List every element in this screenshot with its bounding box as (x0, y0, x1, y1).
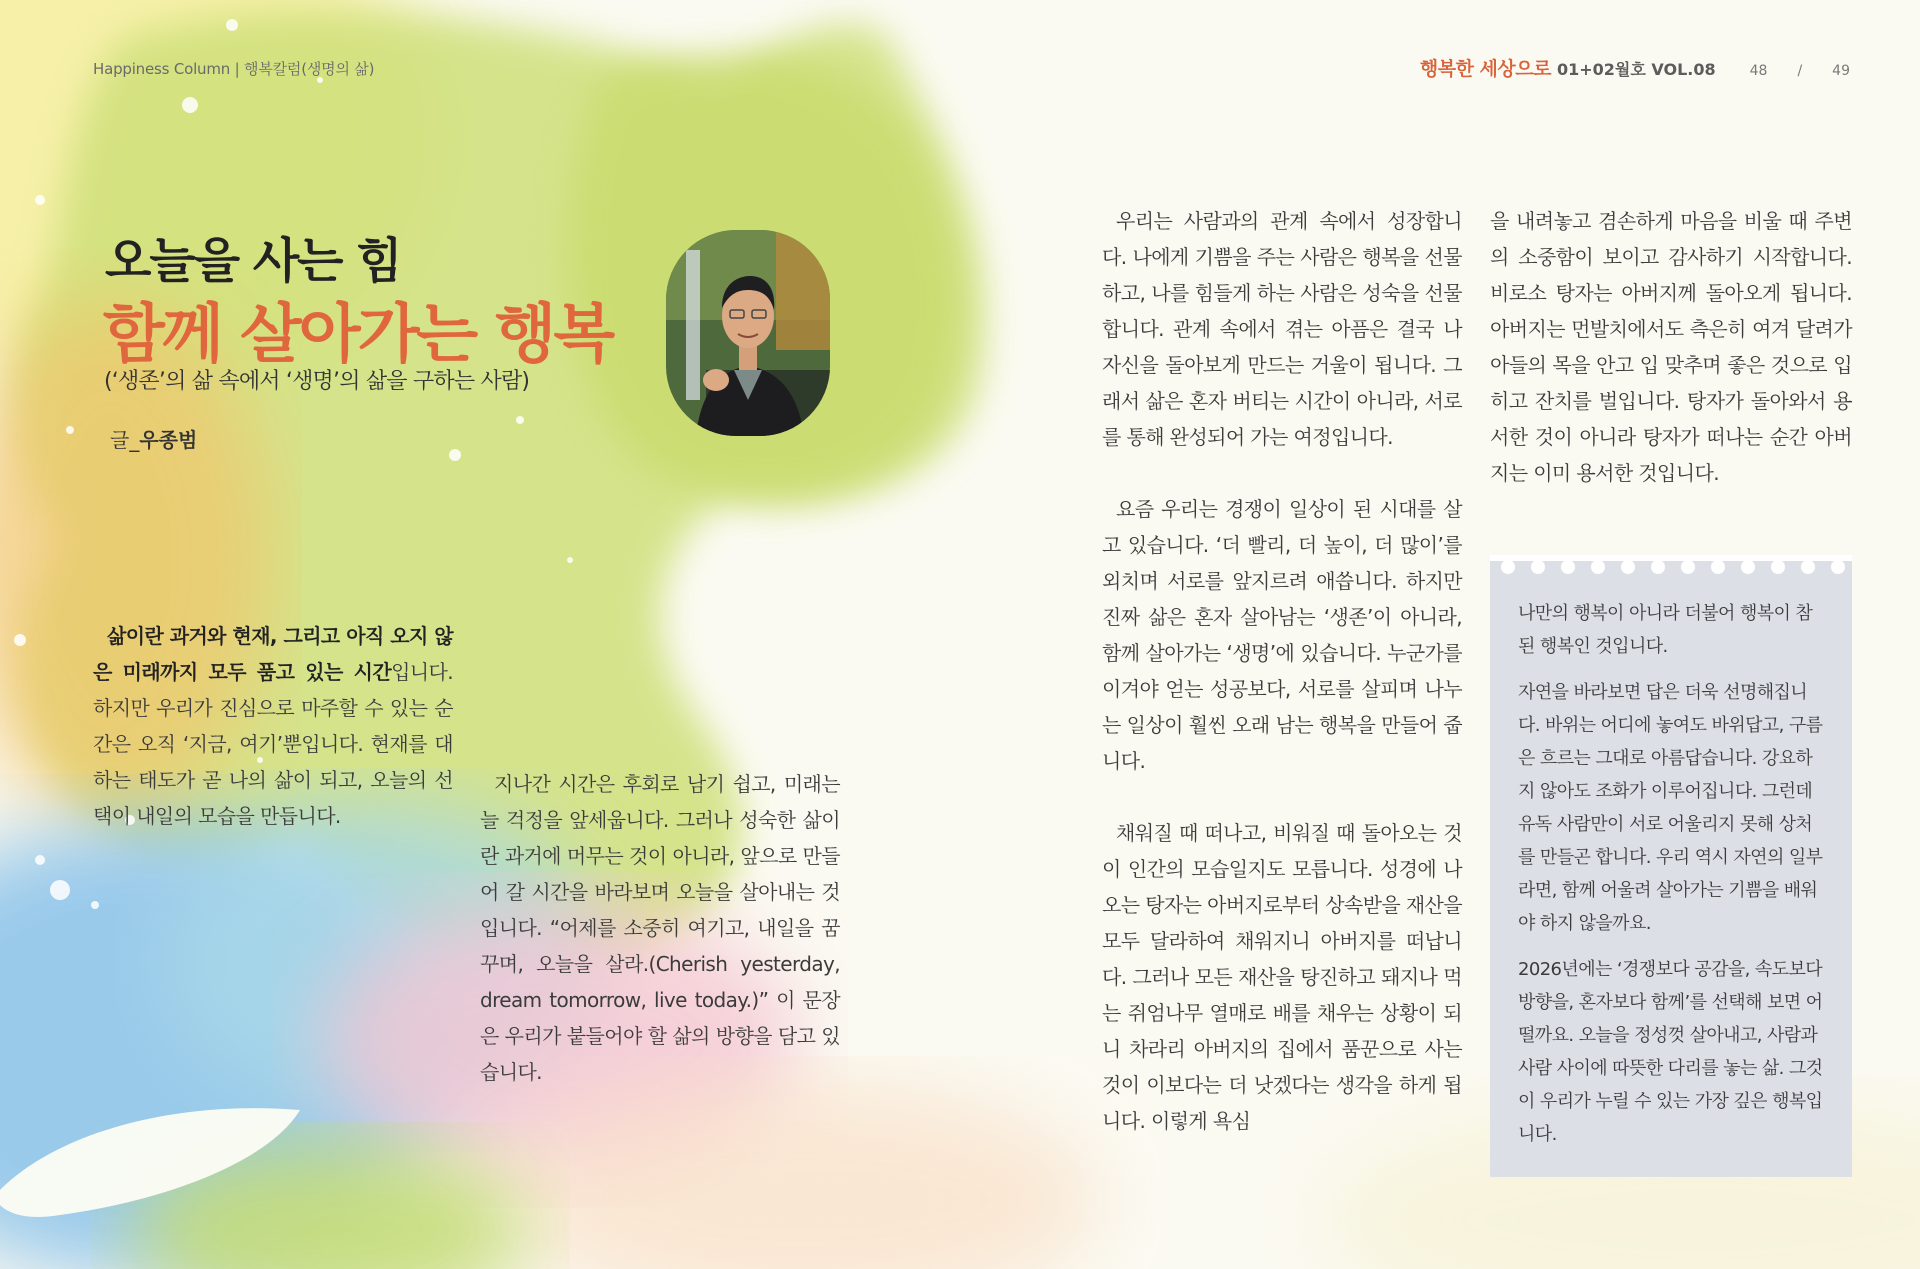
portrait-illustration (666, 230, 830, 436)
note-paragraph-3: 2026년에는 ‘경쟁보다 공감을, 속도보다 방향을, 혼자보다 함께’를 선택해 보면 어떨까요. 오늘을 정성껏 살아내고, 사람과 사람 사이에 따뜻한 다리를 놓는 삶. 그것이 우리가 누릴 수 있는 가장 깊은 행복입니다. (1518, 959, 1823, 1145)
author-byline (110, 424, 197, 453)
author-portrait-photo (666, 230, 830, 436)
lead-sentence: 삶이란 과거와 현재, 그리고 아직 오지 않은 미래까지 모두 품고 있는 시간 (93, 624, 453, 684)
column-2-paragraph-1: 지나간 시간은 후회로 남기 쉽고, 미래는 늘 걱정을 앞세웁니다. 그러나 성숙한 삶이란 과거에 머무는 것이 아니라, 앞으로 만들어 갈 시간을 바라보며 오늘을 살아내는 것입니다. “어제를 소중히 여기고, 내일을 꿈꾸며, 오늘을 살라.(Cherish yesterday, dream tomorrow, live today.)” 이 문장은 우리가 붙들어야 할 삶의 방향을 담고 있습니다. (480, 772, 840, 1084)
title-line-1: 오늘을 사는 힘 (105, 233, 401, 289)
note-paragraph-2: 자연을 바라보면 답은 더욱 선명해집니다. 바위는 어디에 놓여도 바위답고, 구름은 흐르는 그대로 아름답습니다. 강요하지 않아도 조화가 이루어집니다. 그런데 유독 사람만이 서로 어울리지 못해 상처를 만들곤 합니다. 우리 역시 자연의 일부라면, 함께 어울려 살아가는 기쁨을 배워야 하지 않을까요. (1518, 682, 1823, 934)
subtitle: (‘생존’의 삶 속에서 ‘생명’의 삶을 구하는 사람) (104, 369, 530, 394)
column-3-paragraph-2: 요즘 우리는 경쟁이 일상이 된 시대를 살고 있습니다. ‘더 빨리, 더 높이, 더 많이’를 외치며 서로를 앞지르려 애씁니다. 하지만 진짜 삶은 혼자 살아남는 ‘생존’이 아니라, 함께 살아가는 ‘생명’에 있습니다. 누군가를 이겨야 얻는 성공보다, 서로를 살피며 나누는 일상이 훨씬 오래 남는 행복을 만들어 줍니다. (1102, 497, 1462, 773)
column-4-paragraph-1: 을 내려놓고 겸손하게 마음을 비울 때 주변의 소중함이 보이고 감사하기 시작합니다. 비로소 탕자는 아버지께 돌아오게 됩니다. 아버지는 먼발치에서도 측은히 여겨 달려가 아들의 목을 안고 입 맞추며 좋은 것으로 입히고 잔치를 벌입니다. 탕자가 돌아와서 용서한 것이 아니라 탕자가 떠나는 순간 아버지는 이미 용서한 것입니다. (1490, 209, 1852, 485)
column-4 (1490, 203, 1852, 491)
author-name: 우종범 (139, 428, 198, 452)
column-2 (480, 766, 840, 1090)
column-3 (1102, 203, 1462, 1139)
page-separator: / (1797, 63, 1803, 79)
page-number-left: 48 (1749, 63, 1768, 79)
note-box (1490, 555, 1852, 1177)
column-3-paragraph-1: 우리는 사람과의 관계 속에서 성장합니다. 나에게 기쁨을 주는 사람은 행복을 선물하고, 나를 힘들게 하는 사람은 성숙을 선물합니다. 관계 속에서 겪는 아픔은 결국 나 자신을 돌아보게 만드는 거울이 됩니다. 그래서 삶은 혼자 버티는 시간이 아니라, 서로를 통해 완성되어 가는 여정입니다. (1102, 209, 1462, 449)
section-label: Happiness Column | 행복칼럼(생명의 삶) (93, 60, 375, 78)
title-line-2: 함께 살아가는 행복 (103, 298, 613, 372)
issue-number: 01+02월호 VOL.08 (1556, 60, 1716, 79)
note-text (1518, 597, 1824, 1164)
column-1 (93, 618, 453, 834)
column-3-paragraph-3: 채워질 때 떠나고, 비워질 때 돌아오는 것이 인간의 모습일지도 모릅니다. 성경에 나오는 탕자는 아버지로부터 상속받을 재산을 모두 달라하여 채워지니 아버지를 떠납니다. 그러나 모든 재산을 탕진하고 돼지나 먹는 쥐엄나무 열매로 배를 채우는 상황이 되니 차라리 아버지의 집에서 품꾼으로 사는 것이 이보다는 더 낫겠다는 생각을 하게 됩니다. 이렇게 욕심 (1102, 821, 1462, 1133)
page-numbers (1750, 63, 1850, 79)
column-1-text: 입니다. 하지만 우리가 진심으로 마주할 수 있는 순간은 오직 ‘지금, 여기’뿐입니다. 현재를 대하는 태도가 곧 나의 삶이 되고, 오늘의 선택이 내일의 모습을 만듭니다. (93, 660, 453, 828)
notepad-holes (1490, 555, 1852, 585)
magazine-name: 행복한 세상으로 (1419, 58, 1551, 80)
page-number-right: 49 (1832, 63, 1850, 79)
note-paragraph-1: 나만의 행복이 아니라 더불어 행복이 참된 행복인 것입니다. (1518, 603, 1813, 657)
author-prefix: 글_ (110, 428, 140, 452)
magazine-header (1420, 54, 1850, 81)
